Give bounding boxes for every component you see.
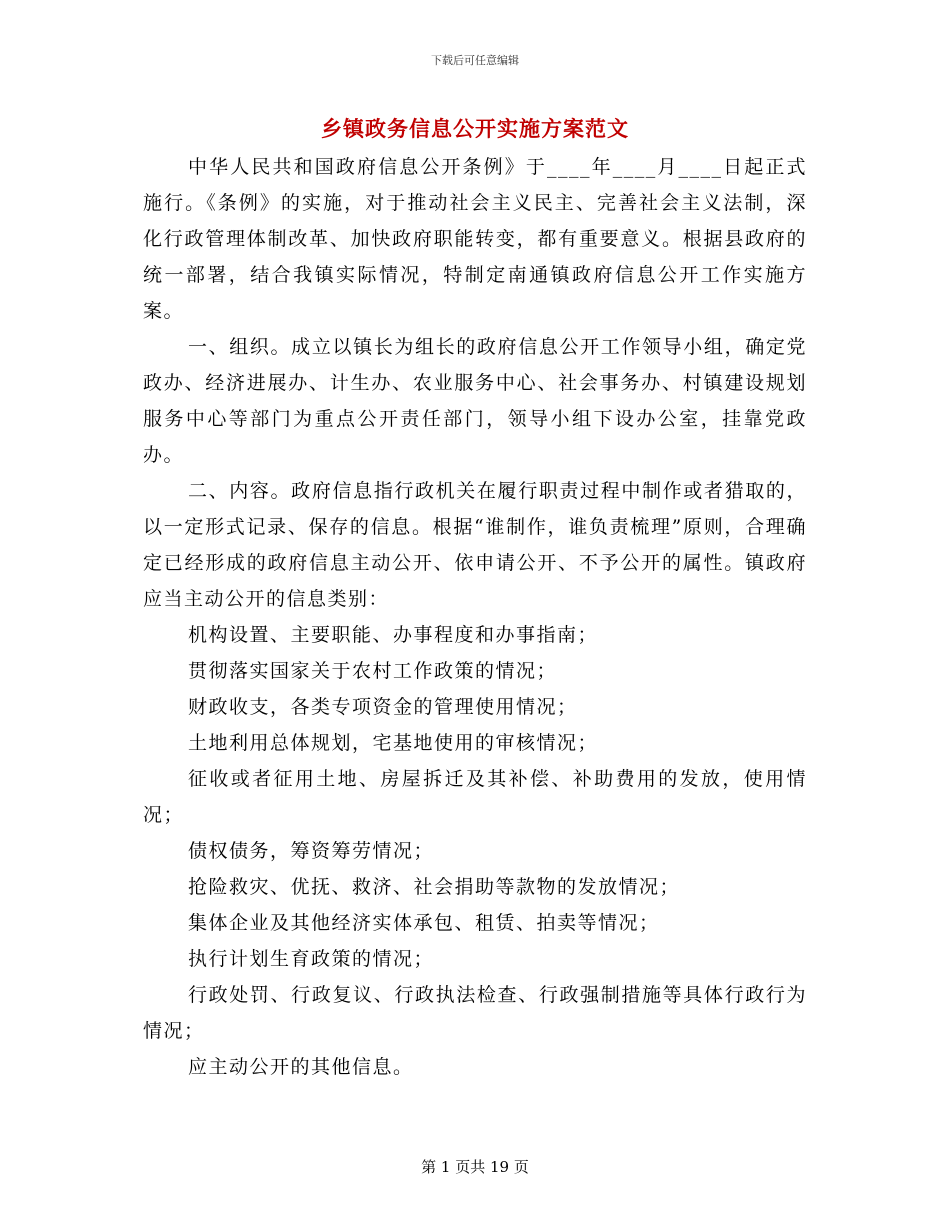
page-footer: 第 1 页共 19 页	[421, 1158, 529, 1176]
paragraph-intro: 中华人民共和国政府信息公开条例》于____年____月____日起正式施行。《条例》的实施，对于推动社会主义民主、完善社会主义法制，深化行政管理体制改革、加快政府职能转变，都有重要意义。根据县政府的统一部署，结合我镇实际情况，特制定南通镇政府信息公开工作实施方案。	[143, 156, 807, 322]
list-item: 应主动公开的其他信息。	[188, 1056, 414, 1078]
list-item: 抢险救灾、优抚、救济、社会捐助等款物的发放情况；	[188, 876, 681, 898]
list-item: 征收或者征用土地、房屋拆迁及其补偿、补助费用的发放，使用情况；	[143, 768, 807, 826]
list-item: 行政处罚、行政复议、行政执法检查、行政强制措施等具体行政行为情况；	[143, 984, 807, 1042]
paragraph-content: 二、内容。政府信息指行政机关在履行职责过程中制作或者猎取的，以一定形式记录、保存的信息。根据“谁制作，谁负责梳理”原则，合理确定已经形成的政府信息主动公开、依申请公开、不予公开的属性。镇政府应当主动公开的信息类别：	[143, 480, 807, 610]
list-item: 财政收支，各类专项资金的管理使用情况；	[188, 696, 578, 718]
header-note: 下载后可任意编辑	[431, 54, 519, 67]
document-title: 乡镇政务信息公开实施方案范文	[321, 116, 629, 141]
document-body	[143, 149, 807, 1085]
list-item: 土地利用总体规划，宅基地使用的审核情况；	[188, 732, 599, 754]
paragraph-organization: 一、组织。成立以镇长为组长的政府信息公开工作领导小组，确定党政办、经济进展办、计生办、农业服务中心、社会事务办、村镇建设规划服务中心等部门为重点公开责任部门，领导小组下设办公室，挂靠党政办。	[143, 336, 807, 466]
list-item: 贯彻落实国家关于农村工作政策的情况；	[188, 660, 558, 682]
list-item: 债权债务，筹资筹劳情况；	[188, 840, 435, 862]
list-item: 执行计划生育政策的情况；	[188, 948, 435, 970]
list-item: 集体企业及其他经济实体承包、租赁、拍卖等情况；	[188, 912, 660, 934]
list-item: 机构设置、主要职能、办事程度和办事指南；	[188, 624, 599, 646]
